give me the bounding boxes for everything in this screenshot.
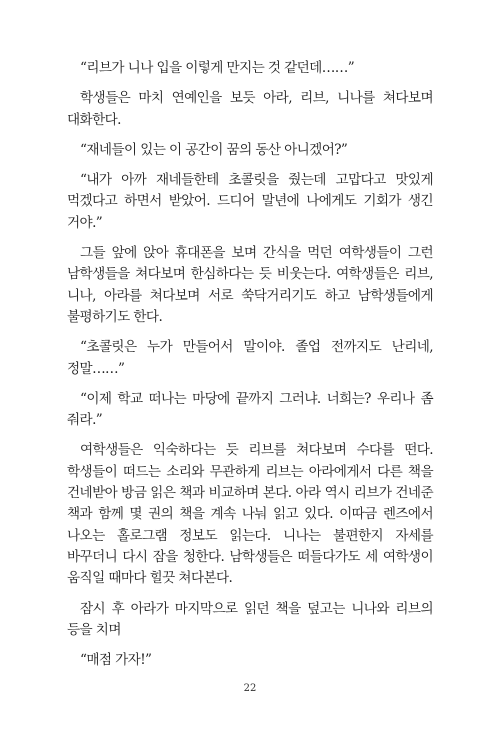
paragraph: “이제 학교 떠나는 마당에 끝까지 그러냐. 너희는? 우리나 좀 줘라.” bbox=[67, 390, 433, 429]
paragraph: 그들 앞에 앉아 휴대폰을 보며 간식을 먹던 여학생들이 그런 남학생들을 쳐다보며 한심하다는 듯 비웃는다. 여학생들은 리브, 니나, 아라를 쳐다보며 서로 쑥닥거리기도 하고 남학생들에게 불평하기도 한다. bbox=[67, 245, 433, 325]
page-number: 22 bbox=[243, 683, 257, 694]
paragraph: “초콜릿은 누가 만들어서 말이야. 졸업 전까지도 난리네, 정말……” bbox=[67, 339, 433, 377]
paragraph: “매점 가자!” bbox=[80, 652, 152, 669]
paragraph: 학생들은 마치 연예인을 보듯 아라, 리브, 니나를 쳐다보며 대화한다. bbox=[67, 90, 433, 128]
paragraph: “재네들이 있는 이 공간이 꿈의 동산 아니겠어?” bbox=[80, 141, 348, 158]
paragraph: “내가 아까 재네들한테 초콜릿을 줬는데 고맙다고 맛있게 먹겠다고 하면서 받았어. 드디어 말년에 나에게도 기회가 생긴 거야.” bbox=[67, 172, 433, 231]
body-text bbox=[67, 58, 433, 671]
paragraph: “리브가 니나 입을 이렇게 만지는 것 같던데……” bbox=[80, 60, 355, 76]
paragraph: 여학생들은 익숙하다는 듯 리브를 쳐다보며 수다를 떤다. 학생들이 떠드는 소리와 무관하게 리브는 아라에게서 다른 책을 건네받아 방금 읽은 책과 비교하며 본다. 아라 역시 리브가 건네준 책과 함께 몇 권의 책을 계속 나눠 읽고 있다. 이따금 렌즈에서 나오는 홀로그램 정보도 읽는다. 니나는 불편한지 자세를 바꾸더니 다시 잠을 청한다. 남학생들은 떠들다가도 세 여학생이 움직일 때마다 힐끗 쳐다본다. bbox=[67, 442, 433, 587]
paragraph: 잠시 후 아라가 마지막으로 읽던 책을 덮고는 니나와 리브의 등을 치며 bbox=[67, 600, 433, 638]
